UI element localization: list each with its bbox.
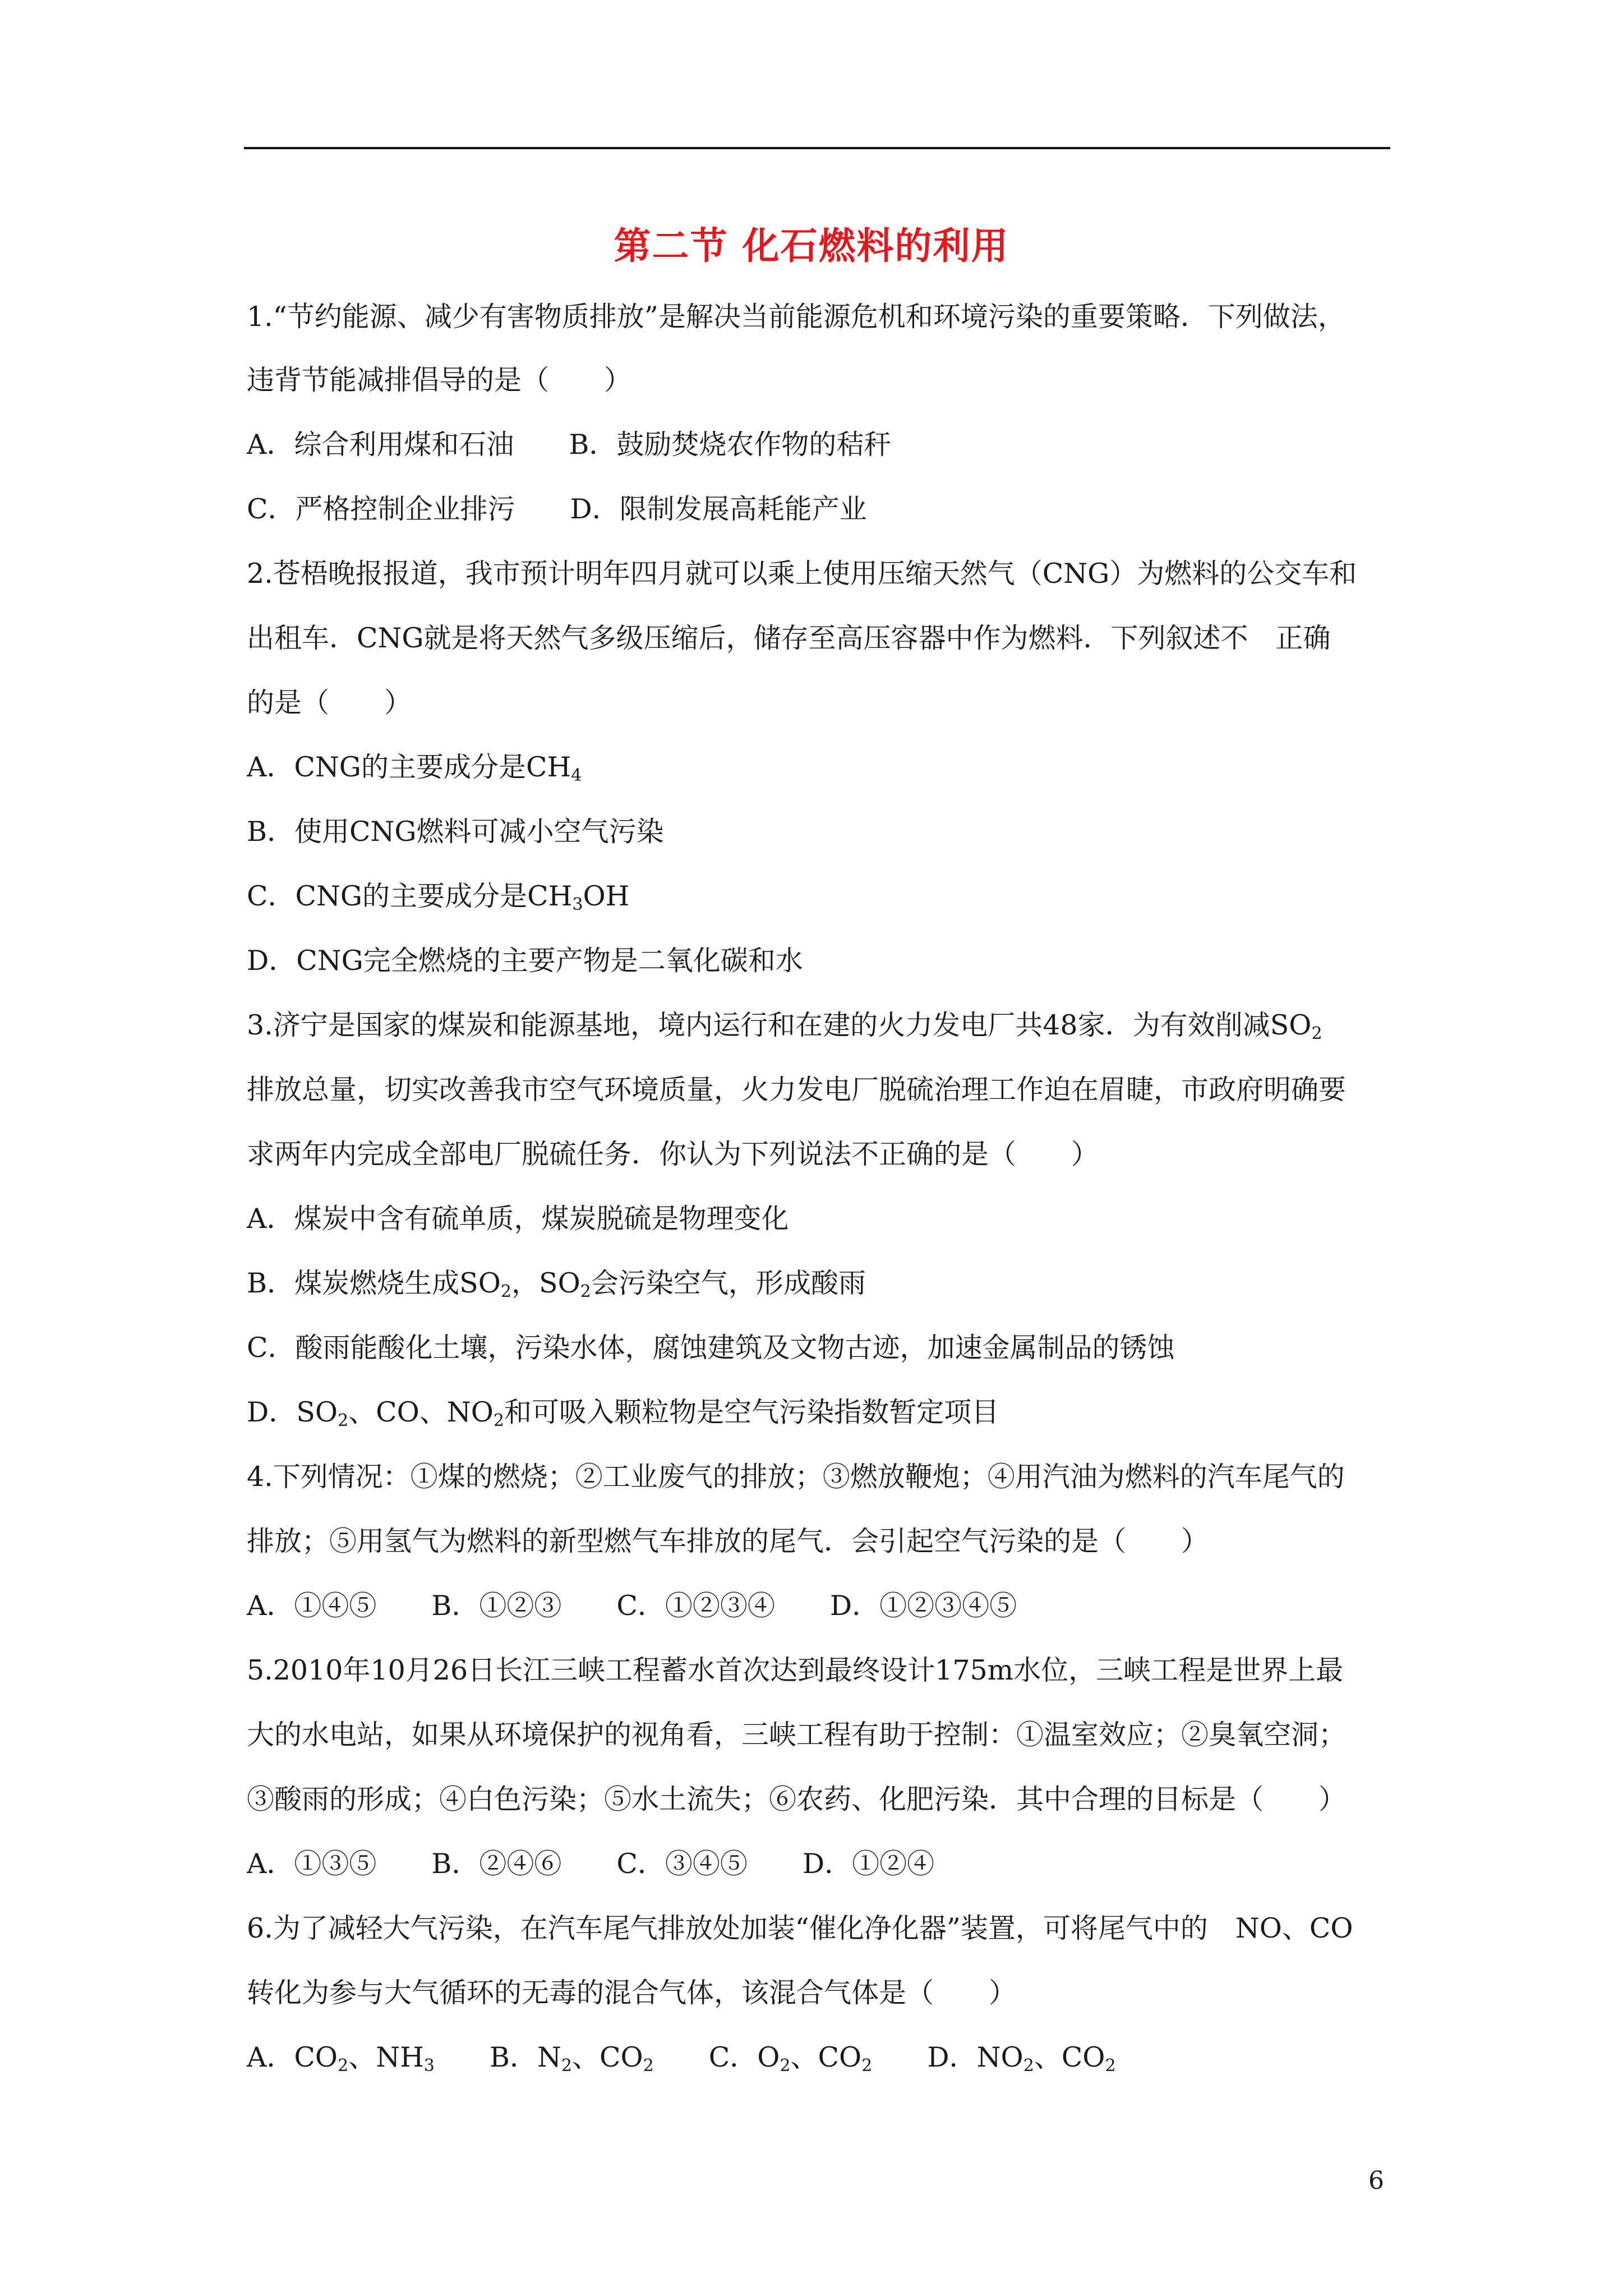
- q2-option-d: D．CNG完全燃烧的主要产物是二氧化碳和水: [247, 945, 803, 977]
- q2-option-c: C．CNG的主要成分是$CH_3OH$: [247, 880, 630, 914]
- q1-options-ab: A．综合利用煤和石油 B．鼓励焚烧农作物的秸秆: [247, 429, 892, 461]
- q3-line-3: 求两年内完成全部电厂脱硫任务．你认为下列说法不正确的是（ ）: [247, 1138, 1099, 1170]
- q4-line-2: 排放；⑤用氢气为燃料的新型燃气车排放的尾气．会引起空气污染的是（ ）: [247, 1525, 1209, 1557]
- q3-option-c: C．酸雨能酸化土壤，污染水体，腐蚀建筑及文物古迹，加速金属制品的锈蚀: [247, 1332, 1175, 1364]
- q3-option-d: D．$SO_2$、CO、$NO_2$和可吸入颗粒物是空气污染指数暂定项目: [247, 1396, 999, 1430]
- q3-line-2: 排放总量，切实改善我市空气环境质量，火力发电厂脱硫治理工作迫在眉睫，市政府明确要: [247, 1074, 1347, 1106]
- q6-options: A．$CO_2$、$NH_3$ B．$N_2$、$CO_2$ C．$O_2$、$CO_2$ D．$NO_2$、$CO_2$: [247, 2041, 1116, 2076]
- q5-options: A．①③⑤ B．②④⑥ C．③④⑤ D．①②④: [247, 1848, 935, 1880]
- q1-options-cd: C．严格控制企业排污 D．限制发展高耗能产业: [247, 493, 867, 525]
- q5-line-3: ③酸雨的形成；④白色污染；⑤水土流失；⑥农药、化肥污染．其中合理的目标是（ ）: [247, 1783, 1347, 1815]
- q6-line-2: 转化为参与大气循环的无毒的混合气体，该混合气体是（ ）: [247, 1977, 1017, 2009]
- q5-line-2: 大的水电站，如果从环境保护的视角看，三峡工程有助于控制：①温室效应；②臭氧空洞；: [247, 1719, 1347, 1751]
- page-number: 6: [1368, 2166, 1384, 2195]
- q6-line-1: 6.为了减轻大气污染，在汽车尾气排放处加装“催化净化器”装置，可将尾气中的 NO、CO: [247, 1912, 1353, 1944]
- q5-line-1: 5.2010年10月26日长江三峡工程蓄水首次达到最终设计175m水位，三峡工程是世界上最: [247, 1654, 1344, 1686]
- q3-line-1: 3.济宁是国家的煤炭和能源基地，境内运行和在建的火力发电厂共48家．为有效削减$SO_2$: [247, 1009, 1322, 1043]
- q3-option-b: B．煤炭燃烧生成$SO_2$，$SO_2$会污染空气，形成酸雨: [247, 1267, 866, 1301]
- q1-line-1: 1.“节约能源、减少有害物质排放”是解决当前能源危机和环境污染的重要策略．下列做法，: [247, 301, 1345, 333]
- q2-line-1: 2.苍梧晚报报道，我市预计明年四月就可以乘上使用压缩天然气（CNG）为燃料的公交车和: [247, 558, 1357, 590]
- q4-options: A．①④⑤ B．①②③ C．①②③④ D．①②③④⑤: [247, 1590, 1017, 1622]
- q2-line-3: 的是（ ）: [247, 687, 412, 719]
- q1-line-2: 违背节能减排倡导的是（ ）: [247, 364, 632, 396]
- q2-option-a: A．CNG的主要成分是$CH_4$: [247, 751, 582, 785]
- q4-line-1: 4.下列情况：①煤的燃烧；②工业废气的排放；③燃放鞭炮；④用汽油为燃料的汽车尾气的: [247, 1461, 1345, 1493]
- q3-option-a: A．煤炭中含有硫单质，煤炭脱硫是物理变化: [247, 1203, 789, 1235]
- page-title: 第二节 化石燃料的利用: [614, 224, 1009, 268]
- header-rule: [244, 147, 1390, 149]
- q2-option-b: B．使用CNG燃料可减小空气污染: [247, 816, 664, 848]
- q2-line-2: 出租车．CNG就是将天然气多级压缩后，储存至高压容器中作为燃料．下列叙述不 正确: [247, 622, 1331, 654]
